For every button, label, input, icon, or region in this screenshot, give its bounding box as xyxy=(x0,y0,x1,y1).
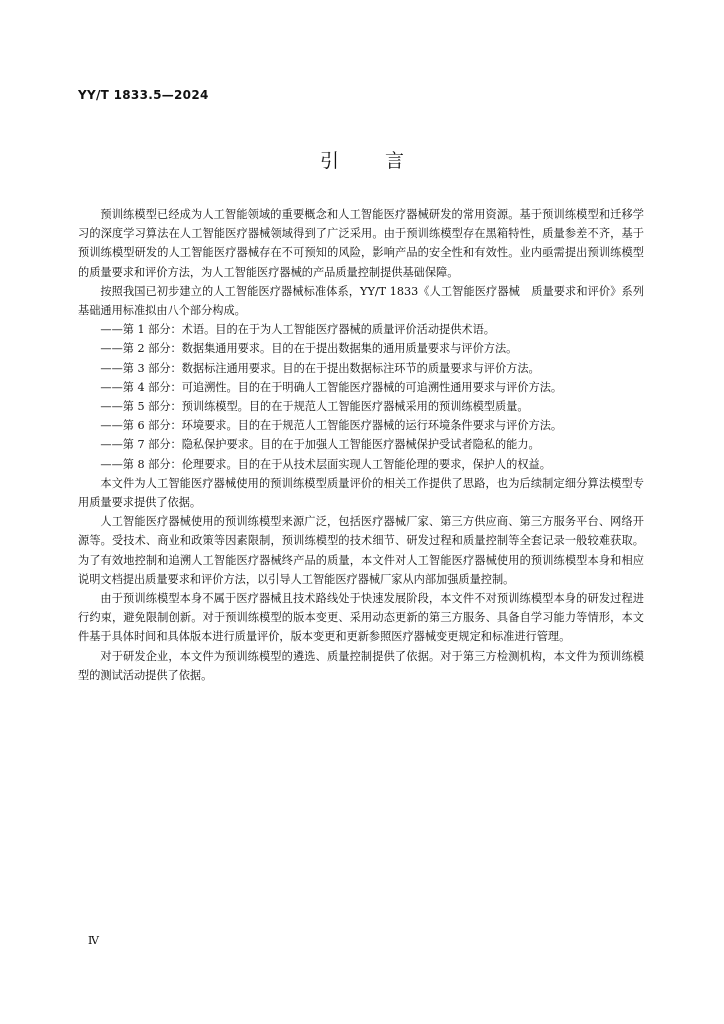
list-item-part-6: ——第 6 部分：环境要求。目的在于规范人工智能医疗器械的运行环境条件要求与评价方法。 xyxy=(100,419,563,433)
page-title: 引 言 xyxy=(319,150,425,172)
standard-code: YY/T 1833.5—2024 xyxy=(78,88,209,102)
list-item-part-7: ——第 7 部分：隐私保护要求。目的在于加强人工智能医疗器械保护受试者隐私的能力。 xyxy=(100,438,540,452)
list-item-part-8: ——第 8 部分：伦理要求。目的在于从技术层面实现人工智能伦理的要求，保护人的权益。 xyxy=(100,457,551,471)
paragraph-audience: 对于研发企业，本文件为预训练模型的遴选、质量控制提供了依据。对于第三方检测机构，本文件为预训练模型的测试活动提供了依据。 xyxy=(78,649,644,682)
list-item-part-3: ——第 3 部分：数据标注通用要求。目的在于提出数据标注环节的质量要求与评价方法。 xyxy=(100,361,540,375)
paragraph-sources: 人工智能医疗器械使用的预训练模型来源广泛，包括医疗器械厂家、第三方供应商、第三方服务平台、网络开源等。受技术、商业和政策等因素限制，预训练模型的技术细节、研发过程和质量控制等全套记录一般较难获取。为了有效地控制和追溯人工智能医疗器械终产品的质量，本文件对人工智能医疗器械使用的预训练模型本身和相应说明文档提出质量要求和评价方法，以引导人工智能医疗器械厂家从内部加强质量控制。 xyxy=(78,515,644,586)
paragraph-scope: 由于预训练模型本身不属于医疗器械且技术路线处于快速发展阶段，本文件不对预训练模型本身的研发过程进行约束，避免限制创新。对于预训练模型的版本变更、采用动态更新的第三方服务、具备自学习能力等情形，本文件基于具体时间和具体版本进行质量评价，版本变更和更新参照医疗器械变更规定和标准进行管理。 xyxy=(78,592,644,644)
paragraph-intro: 预训练模型已经成为人工智能领域的重要概念和人工智能医疗器械研发的常用资源。基于预训练模型和迁移学习的深度学习算法在人工智能医疗器械领域得到了广泛采用。由于预训练模型存在黑箱特性，质量参差不齐，基于预训练模型研发的人工智能医疗器械存在不可预知的风险，影响产品的安全性和有效性。业内亟需提出预训练模型的质量要求和评价方法，为人工智能医疗器械的产品质量控制提供基础保障。 xyxy=(78,208,644,279)
list-item-part-5: ——第 5 部分：预训练模型。目的在于规范人工智能医疗器械采用的预训练模型质量。 xyxy=(100,400,529,414)
paragraph-series: 按照我国已初步建立的人工智能医疗器械标准体系，YY/T 1833《人工智能医疗器械 质量要求和评价》系列基础通用标准拟由八个部分构成。 xyxy=(78,284,644,318)
list-item-part-1: ——第 1 部分：术语。目的在于为人工智能医疗器械的质量评价活动提供术语。 xyxy=(100,323,495,337)
list-item-part-4: ——第 4 部分：可追溯性。目的在于明确人工智能医疗器械的可追溯性通用要求与评价方法。 xyxy=(100,380,563,394)
paragraph-purpose: 本文件为人工智能医疗器械使用的预训练模型质量评价的相关工作提供了思路，也为后续制定细分算法模型专用质量要求提供了依据。 xyxy=(78,476,644,510)
list-item-part-2: ——第 2 部分：数据集通用要求。目的在于提出数据集的通用质量要求与评价方法。 xyxy=(100,342,518,356)
document-body xyxy=(78,205,644,685)
page-number: Ⅳ xyxy=(88,934,99,947)
